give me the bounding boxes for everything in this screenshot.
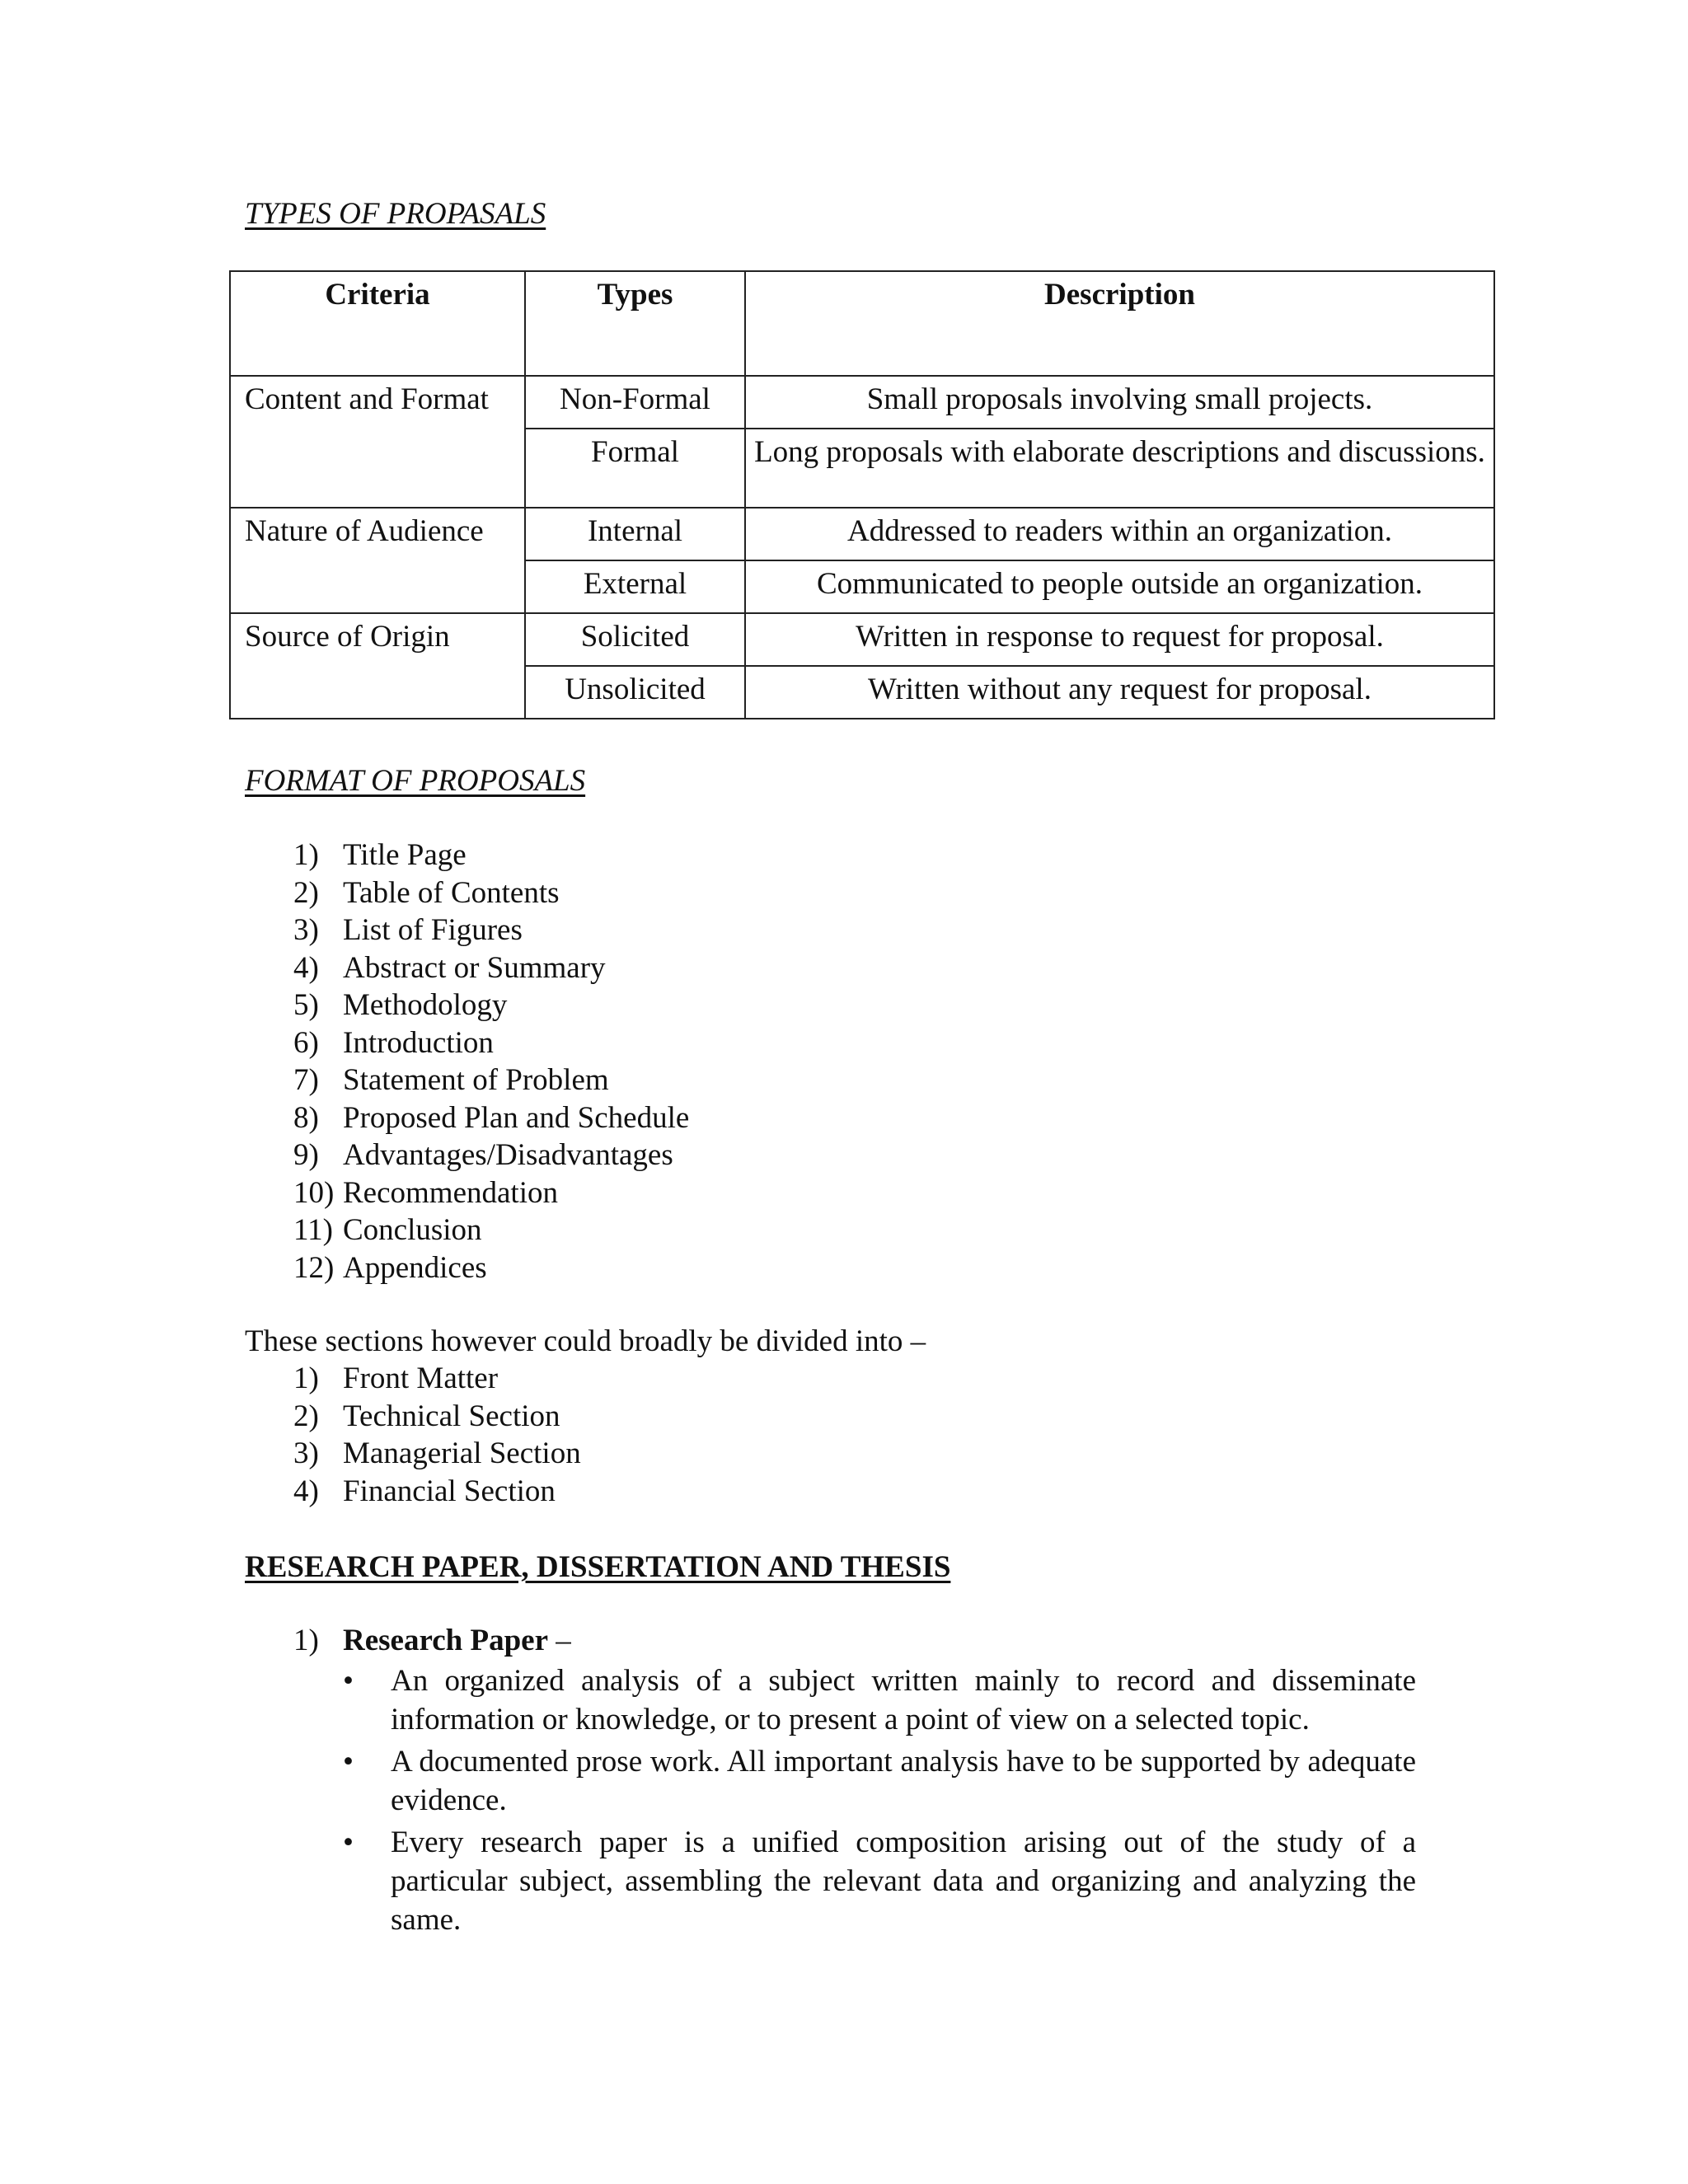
table-row bbox=[230, 429, 1494, 508]
type-cell: Unsolicited bbox=[525, 666, 745, 719]
criteria-cell: Nature of Audience bbox=[230, 508, 525, 560]
bullet-icon: • bbox=[343, 1664, 354, 1698]
sections-intro-text: These sections however could broadly be divided into – bbox=[245, 1324, 926, 1358]
header-criteria: Criteria bbox=[230, 271, 525, 376]
description-cell: Addressed to readers within an organization. bbox=[745, 508, 1494, 560]
table-row bbox=[230, 560, 1494, 613]
bullet-item: • A documented prose work. All important analysis have to be supported by adequate evidence. bbox=[391, 1742, 1416, 1820]
list-item: 9) Advantages/Disadvantages bbox=[293, 1138, 673, 1172]
table-header-row bbox=[230, 271, 1494, 376]
table-row bbox=[230, 508, 1494, 560]
research-paper-heading: RESEARCH PAPER, DISSERTATION AND THESIS bbox=[245, 1550, 951, 1584]
list-item: 4) Abstract or Summary bbox=[293, 950, 606, 985]
type-cell: External bbox=[525, 560, 745, 613]
description-cell: Small proposals involving small projects. bbox=[745, 376, 1494, 429]
table-row bbox=[230, 613, 1494, 666]
list-item: 11) Conclusion bbox=[293, 1213, 482, 1247]
list-item: 3) Managerial Section bbox=[293, 1436, 581, 1470]
header-types: Types bbox=[525, 271, 745, 376]
list-item: 8) Proposed Plan and Schedule bbox=[293, 1100, 690, 1135]
description-cell: Long proposals with elaborate descriptions and discussions. bbox=[745, 429, 1494, 508]
list-item: 6) Introduction bbox=[293, 1025, 494, 1060]
bullet-item: • Every research paper is a unified composition arising out of the study of a particular subject, assembling the relevant data and organizing and analyzing the same. bbox=[391, 1823, 1416, 1939]
list-item: 3) List of Figures bbox=[293, 913, 523, 947]
description-cell: Written in response to request for proposal. bbox=[745, 613, 1494, 666]
criteria-cell-empty bbox=[230, 666, 525, 719]
list-item: 4) Financial Section bbox=[293, 1474, 556, 1508]
type-cell: Internal bbox=[525, 508, 745, 560]
criteria-cell-empty bbox=[230, 429, 525, 508]
type-cell: Formal bbox=[525, 429, 745, 508]
list-item: 10) Recommendation bbox=[293, 1175, 558, 1210]
bullet-item: • An organized analysis of a subject written mainly to record and disseminate information or knowledge, or to present a point of view on a selected topic. bbox=[391, 1661, 1416, 1739]
criteria-cell-empty bbox=[230, 560, 525, 613]
table-row bbox=[230, 376, 1494, 429]
types-of-proposals-heading: TYPES OF PROPASALS bbox=[245, 197, 546, 231]
research-paper-bullets bbox=[343, 1661, 1416, 1943]
format-sections-list bbox=[293, 837, 689, 1286]
table-row bbox=[230, 666, 1494, 719]
list-item: 12) Appendices bbox=[293, 1250, 487, 1285]
research-paper-item: 1) Research Paper – bbox=[293, 1624, 571, 1657]
list-item: 2) Table of Contents bbox=[293, 875, 560, 910]
criteria-cell: Content and Format bbox=[230, 376, 525, 429]
list-item: 1) Front Matter bbox=[293, 1361, 499, 1395]
description-cell: Written without any request for proposal. bbox=[745, 666, 1494, 719]
type-cell: Solicited bbox=[525, 613, 745, 666]
research-paper-title: Research Paper bbox=[343, 1624, 548, 1657]
broad-sections-list bbox=[293, 1360, 581, 1510]
header-description: Description bbox=[745, 271, 1494, 376]
criteria-cell: Source of Origin bbox=[230, 613, 525, 666]
list-item: 7) Statement of Problem bbox=[293, 1063, 609, 1097]
type-cell: Non-Formal bbox=[525, 376, 745, 429]
list-item: 2) Technical Section bbox=[293, 1399, 560, 1433]
format-of-proposals-heading: FORMAT OF PROPOSALS bbox=[245, 764, 586, 798]
types-of-proposals-table bbox=[229, 270, 1495, 719]
bullet-icon: • bbox=[343, 1825, 354, 1859]
list-item: 1) Title Page bbox=[293, 838, 467, 872]
description-cell: Communicated to people outside an organization. bbox=[745, 560, 1494, 613]
bullet-icon: • bbox=[343, 1745, 354, 1779]
list-item: 5) Methodology bbox=[293, 988, 508, 1022]
